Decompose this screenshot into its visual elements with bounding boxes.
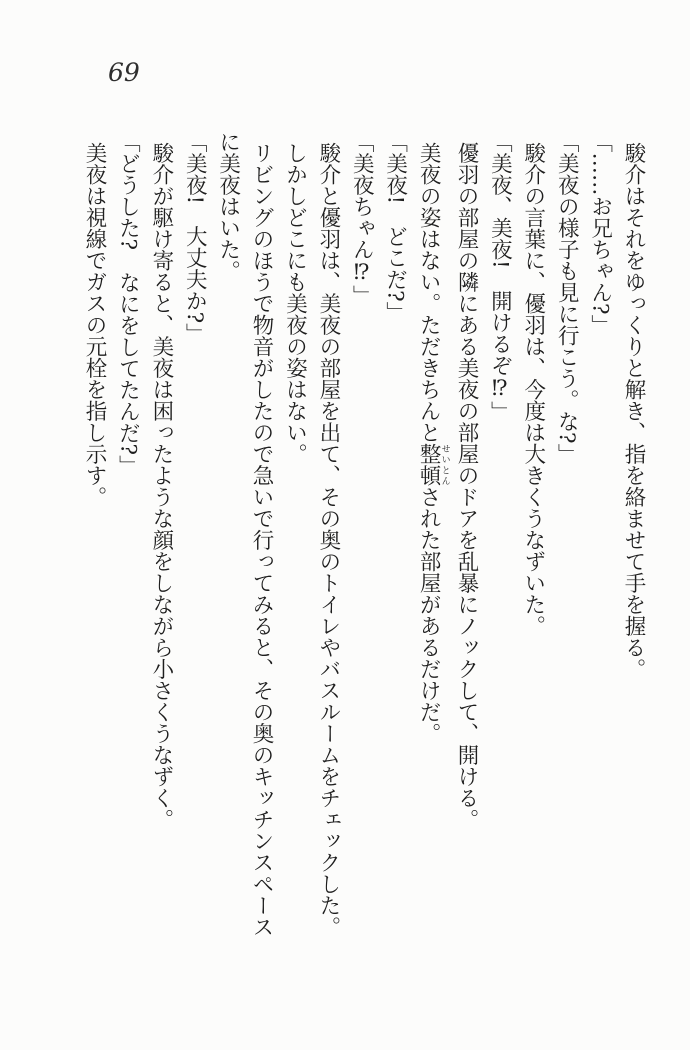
paragraph-11: しかしどこにも美夜の姿はない。 xyxy=(282,141,308,465)
paragraph-1: 駿介はそれをゆっくりと解き、指を絡ませて手を握る。 xyxy=(621,141,646,680)
paragraph-8: 「美夜! どこだ?」 xyxy=(382,131,408,324)
paragraph-10: 駿介と優羽は、美夜の部屋を出て、その奥のトイレやバスルームをチェックした。 xyxy=(315,141,341,938)
paragraph-15: 「どうした? なにをしてたんだ?」 xyxy=(115,131,141,477)
paragraph-12: リビングのほうで物音がしたので急いで行ってみると、その奥のキッチンスペースに美夜はいた。 xyxy=(215,131,275,938)
paragraph-7: 美夜の姿はない。ただきちんと整頓せいとんされた部屋があるだけだ。 xyxy=(416,141,450,744)
page-number: 69 xyxy=(108,58,140,87)
paragraph-5: 「美夜、美夜! 開けるぞ⁉」 xyxy=(487,131,513,423)
paragraph-14: 駿介が駆け寄ると、美夜は困ったような顔をしながら小さくうなずく。 xyxy=(148,141,174,830)
paragraph-6: 優羽の部屋の隣にある美夜の部屋のドアを乱暴にノックして、開ける。 xyxy=(453,141,479,830)
paragraph-9: 「美夜ちゃん⁉」 xyxy=(349,131,375,307)
paragraph-16: 美夜は視線でガスの元栓を指し示す。 xyxy=(82,141,107,508)
paragraph-3: 「美夜の様子も見に行こう。な?」 xyxy=(554,131,580,466)
paragraph-13: 「美夜! 大丈夫か?」 xyxy=(182,131,208,345)
paragraph-4: 駿介の言葉に、優羽は、今度は大きくうなずいた。 xyxy=(520,141,546,637)
furigana-ruby: 整頓せいとん xyxy=(416,442,450,486)
vertical-text-block xyxy=(50,131,650,948)
paragraph-2: 「……お兄ちゃん?」 xyxy=(587,131,613,337)
